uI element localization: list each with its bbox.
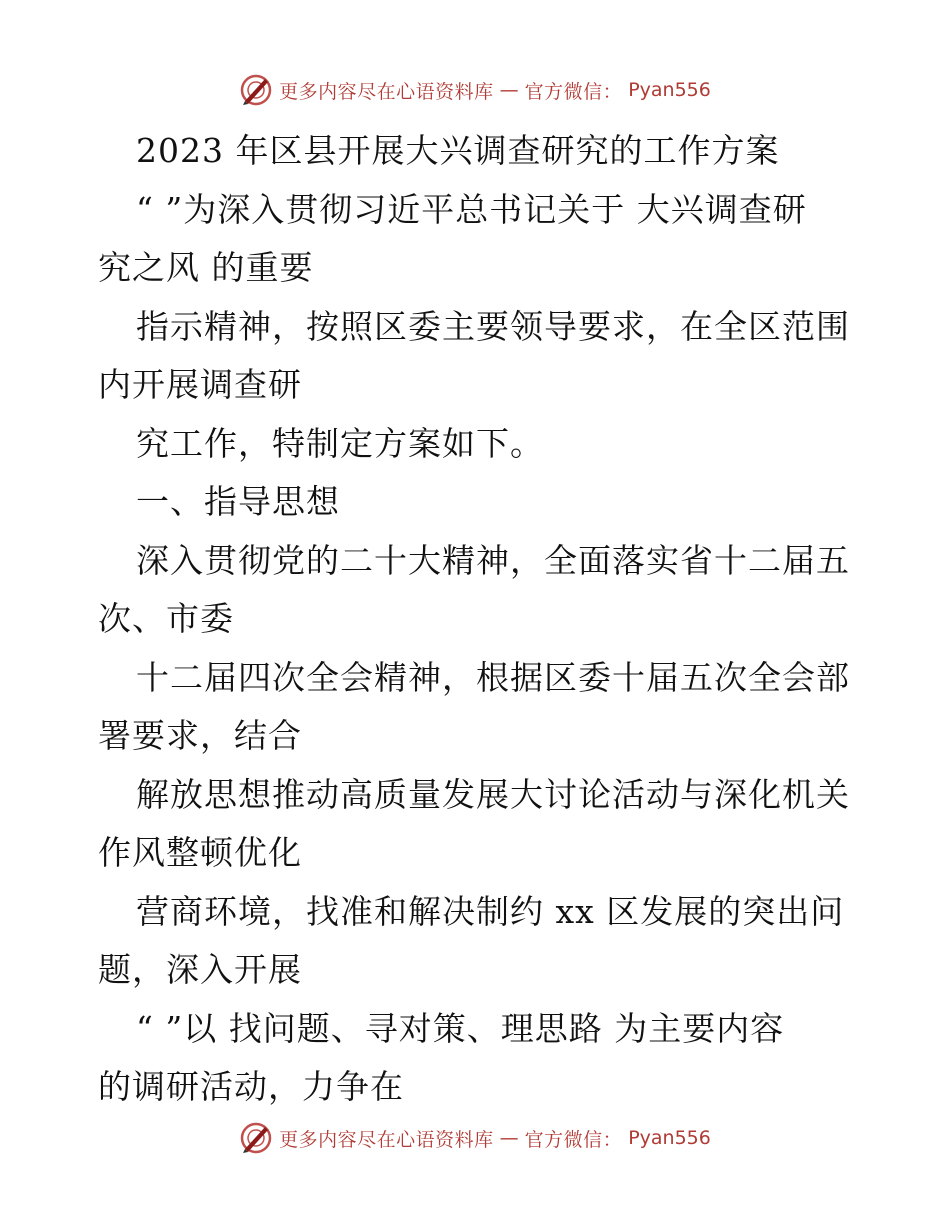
text-line: 解放思想推动高质量发展大讨论活动与深化机关 (136, 774, 850, 814)
text-line: 指示精神，按照区委主要领导要求，在全区范围 (136, 306, 850, 346)
banner-wechat-id: Pyan556 (628, 79, 711, 101)
text-line: 的调研活动，力争在 (98, 1067, 404, 1106)
text-line: 2023 年区县开展大兴调查研究的工作方案 (136, 131, 780, 170)
banner-wechat-id: Pyan556 (628, 1127, 711, 1149)
text-line: 深入贯彻党的二十大精神，全面落实省十二届五 (136, 540, 850, 580)
text-line: “ ”为深入贯彻习近平总书记关于 大兴调查研 (136, 189, 807, 229)
banner-text: 更多内容尽在心语资料库 (279, 80, 494, 103)
document-body (98, 122, 858, 1117)
text-line: 究之风 的重要 (98, 248, 314, 287)
footer-watermark (0, 1118, 950, 1158)
text-line: 营商环境，找准和解决制约 xx 区发展的突出问 (136, 891, 845, 931)
pen-logo-icon (239, 1121, 273, 1155)
text-line: 一、指导思想 (136, 482, 340, 521)
text-line: 题，深入开展 (98, 950, 302, 989)
banner-wechat-label: 官方微信： (524, 80, 623, 103)
text-line: 署要求，结合 (98, 716, 302, 755)
text-line: 次、市委 (98, 599, 234, 638)
text-line: 内开展调查研 (98, 365, 302, 404)
text-line: 十二届四次全会精神，根据区委十届五次全会部 (136, 657, 850, 697)
text-line: 究工作，特制定方案如下。 (136, 423, 544, 463)
banner-wechat-label: 官方微信： (524, 1128, 623, 1151)
text-line: 作风整顿优化 (98, 833, 302, 872)
banner-dash: — (499, 1127, 519, 1149)
header-watermark (0, 70, 950, 110)
banner-dash: — (499, 79, 519, 101)
pen-logo-icon (239, 73, 273, 107)
banner-text: 更多内容尽在心语资料库 (279, 1128, 494, 1151)
text-line: “ ”以 找问题、寻对策、理思路 为主要内容 (136, 1008, 785, 1048)
